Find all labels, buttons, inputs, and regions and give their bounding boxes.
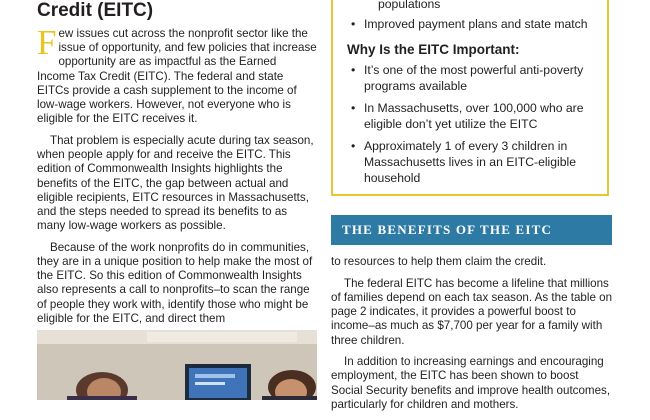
section-banner: THE BENEFITS OF THE EITC: [331, 215, 612, 245]
importance-bullet-list: [347, 62, 607, 186]
photo-women-at-computer: [37, 330, 317, 400]
paragraph-nonprofits: Because of the work nonprofits do in communities, they are in a unique position to help make the most of the EITC. So this edition of Commonwealth Insights also represents a call to nonprofits–to scan the range of people they work with, identify those who might be eligible for the EITC, and direct them: [37, 240, 313, 325]
list-item: • Improved payment plans and state match: [351, 17, 588, 31]
box-subheading: Why Is the EITC Important:: [347, 42, 520, 57]
top-bullet-list: [347, 0, 607, 32]
bullet-icon: •: [351, 101, 356, 115]
paragraph-tax-season: That problem is especially acute during tax season, when people apply for and receive the EITC. This edition of Commonwealth Insights highlights the benefits of the EITC, the gap between actual and eligible recipients, EITC resources in Massachusetts, and the steps needed to spread its benefits to as many low-wage workers as possible.: [37, 133, 314, 233]
list-item: • It’s one of the most powerful anti-poverty programs available: [351, 63, 584, 93]
list-item: • Approximately 1 of every 3 children in Massachusetts lives in an EITC-eligible household: [351, 139, 577, 185]
article-heading: Credit (EITC): [37, 0, 154, 21]
bullet-icon: •: [351, 63, 356, 77]
photo-illustration: [37, 330, 317, 400]
list-item: populations: [378, 0, 441, 11]
intro-paragraph-text: ew issues cut across the nonprofit sector like the issue of opportunity, and few policies that increase opportunity are as impactful as the Earned Income Tax Credit (EITC). The federal and state EITCs provide a cash supplement to the income of low-wage workers. However, not everyone who is eligible for the EITC receives it.: [37, 27, 317, 126]
eitc-importance-box: [331, 0, 609, 196]
benefits-continuation: to resources to help them claim the credit.: [331, 255, 547, 268]
drop-cap: F: [37, 23, 57, 62]
left-column: [37, 0, 317, 334]
list-item: • In Massachusetts, over 100,000 who are eligible don’t yet utilize the EITC: [351, 101, 584, 131]
intro-paragraph: [37, 23, 317, 126]
benefits-lifeline-paragraph: The federal EITC has become a lifeline that millions of families depend on each tax season. As the table on page 2 indicates, it provides a powerful boost to income–as much as $7,700 per year for a family with three children.: [331, 276, 613, 347]
benefits-health-paragraph: In addition to increasing earnings and encouraging employment, the EITC has been shown to boost Social Security benefits and improve health outcomes, particularly for children and mothers.: [331, 355, 611, 411]
bullet-icon: •: [351, 17, 356, 31]
benefits-section: [331, 255, 613, 420]
bullet-icon: •: [351, 139, 356, 153]
